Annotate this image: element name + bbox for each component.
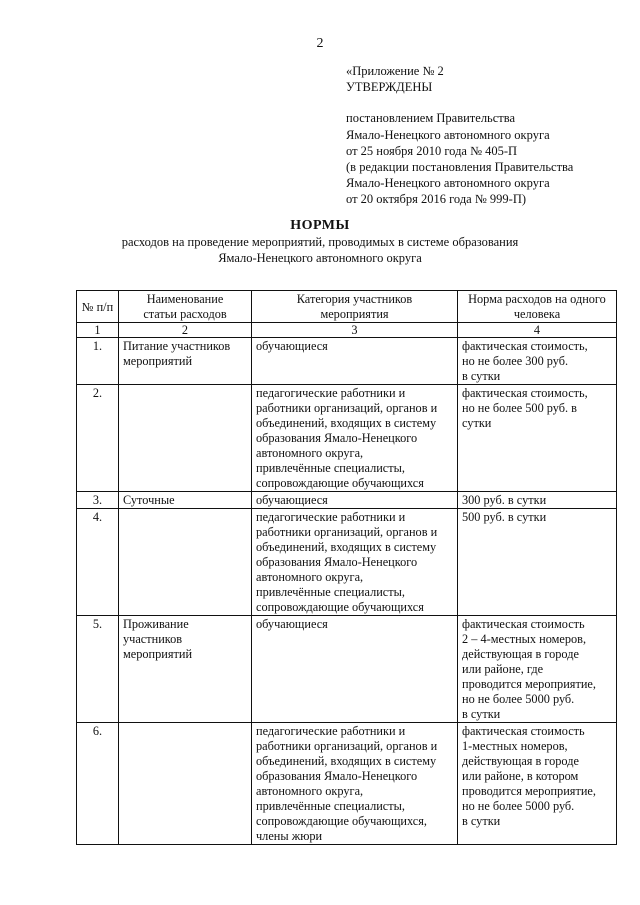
- table-row: [77, 492, 617, 509]
- row-item-line: участников: [123, 632, 183, 646]
- row-norm-line: но не более 300 руб.: [462, 354, 569, 368]
- column-number: 3: [252, 323, 458, 338]
- row-norm: [458, 492, 617, 509]
- row-norm-line: в сутки: [462, 369, 501, 383]
- row-category-line: образования Ямало-Ненецкого: [256, 431, 418, 445]
- row-norm-line: 300 руб. в сутки: [462, 493, 547, 507]
- row-number: 2.: [77, 385, 119, 492]
- column-number: 2: [119, 323, 252, 338]
- row-norm: [458, 723, 617, 845]
- table-row: [77, 723, 617, 845]
- row-category-line: объединений, входящих в систему: [256, 754, 437, 768]
- row-category-line: обучающиеся: [256, 617, 328, 631]
- row-norm: [458, 338, 617, 385]
- row-category-line: работники организаций, органов и: [256, 525, 438, 539]
- row-norm: [458, 509, 617, 616]
- row-norm-line: 2 – 4-местных номеров,: [462, 632, 587, 646]
- header-number: № п/п: [77, 291, 119, 323]
- table-row: [77, 509, 617, 616]
- row-category: [252, 492, 458, 509]
- approval-line: постановлением Правительства: [346, 111, 516, 126]
- row-norm-line: но не более 5000 руб.: [462, 692, 575, 706]
- row-number: 6.: [77, 723, 119, 845]
- row-item-line: Проживание: [123, 617, 189, 631]
- row-category-line: сопровождающие обучающихся: [256, 600, 424, 614]
- row-category: [252, 723, 458, 845]
- row-norm-line: фактическая стоимость: [462, 724, 585, 738]
- row-category-line: сопровождающие обучающихся: [256, 476, 424, 490]
- row-norm-line: действующая в городе: [462, 647, 579, 661]
- row-category-line: привлечённые специалисты,: [256, 799, 405, 813]
- norms-table-body: [77, 338, 617, 845]
- approval-block: [346, 63, 631, 208]
- table-row: [77, 338, 617, 385]
- row-item: [119, 385, 252, 492]
- row-category: [252, 616, 458, 723]
- norms-table: [76, 290, 617, 845]
- row-item-line: мероприятий: [123, 647, 193, 661]
- row-number: 4.: [77, 509, 119, 616]
- row-item: [119, 509, 252, 616]
- row-norm-line: действующая в городе: [462, 754, 579, 768]
- row-category: [252, 509, 458, 616]
- row-item-line: Питание участников: [123, 339, 231, 353]
- approval-line: Ямало-Ненецкого автономного округа: [346, 127, 550, 142]
- column-number-row: [77, 323, 617, 338]
- appendix-label: «Приложение № 2: [346, 64, 444, 78]
- header-norm: Норма расходов на одного человека: [458, 291, 617, 323]
- row-number: 5.: [77, 616, 119, 723]
- page-number: 2: [316, 36, 324, 51]
- row-norm-line: сутки: [462, 416, 492, 430]
- row-norm-line: или районе, где: [462, 662, 544, 676]
- column-number: 1: [77, 323, 119, 338]
- row-category-line: автономного округа,: [256, 446, 364, 460]
- row-category-line: обучающиеся: [256, 493, 328, 507]
- row-category-line: педагогические работники и: [256, 724, 406, 738]
- approval-line: от 25 ноября 2010 года № 405-П: [346, 143, 518, 158]
- row-norm-line: проводится мероприятие,: [462, 784, 596, 798]
- row-category-line: объединений, входящих в систему: [256, 540, 437, 554]
- document-title: НОРМЫ: [290, 218, 350, 233]
- row-item-line: мероприятий: [123, 354, 193, 368]
- row-category-line: привлечённые специалисты,: [256, 585, 405, 599]
- row-norm-line: проводится мероприятие,: [462, 677, 596, 691]
- document-subtitle-line1: расходов на проведение мероприятий, проводимых в системе образования: [121, 235, 519, 249]
- row-norm-line: или районе, в котором: [462, 769, 579, 783]
- header-item: Наименование статьи расходов: [119, 291, 252, 323]
- row-norm-line: в сутки: [462, 707, 501, 721]
- table-header-row: [77, 291, 617, 323]
- approval-line: Ямало-Ненецкого автономного округа: [346, 176, 550, 191]
- row-category-line: образования Ямало-Ненецкого: [256, 769, 418, 783]
- row-item: [119, 338, 252, 385]
- table-row: [77, 385, 617, 492]
- row-norm-line: фактическая стоимость: [462, 617, 585, 631]
- row-number: 3.: [77, 492, 119, 509]
- row-category-line: автономного округа,: [256, 570, 364, 584]
- row-item-line: Суточные: [123, 493, 175, 507]
- row-item: [119, 616, 252, 723]
- row-category-line: работники организаций, органов и: [256, 401, 438, 415]
- row-item: [119, 723, 252, 845]
- row-category-line: обучающиеся: [256, 339, 328, 353]
- approval-line: от 20 октября 2016 года № 999-П): [346, 192, 527, 207]
- row-norm-line: фактическая стоимость,: [462, 339, 588, 353]
- row-norm-line: 500 руб. в сутки: [462, 510, 547, 524]
- document-subtitle-line2: Ямало-Ненецкого автономного округа: [218, 251, 422, 265]
- row-norm-line: но не более 5000 руб.: [462, 799, 575, 813]
- approved-label: УТВЕРЖДЕНЫ: [346, 80, 433, 95]
- row-category-line: автономного округа,: [256, 784, 364, 798]
- row-category: [252, 338, 458, 385]
- row-category-line: объединений, входящих в систему: [256, 416, 437, 430]
- row-category-line: сопровождающие обучающихся,: [256, 814, 427, 828]
- row-category-line: образования Ямало-Ненецкого: [256, 555, 418, 569]
- row-item: [119, 492, 252, 509]
- row-category-line: члены жюри: [256, 829, 323, 843]
- row-norm: [458, 385, 617, 492]
- approval-line: (в редакции постановления Правительства: [346, 160, 574, 175]
- column-number: 4: [458, 323, 617, 338]
- row-norm: [458, 616, 617, 723]
- table-row: [77, 616, 617, 723]
- row-norm-line: но не более 500 руб. в: [462, 401, 577, 415]
- row-norm-line: фактическая стоимость,: [462, 386, 588, 400]
- row-norm-line: 1-местных номеров,: [462, 739, 568, 753]
- row-category-line: работники организаций, органов и: [256, 739, 438, 753]
- row-category: [252, 385, 458, 492]
- header-category: Категория участников мероприятия: [252, 291, 458, 323]
- row-category-line: привлечённые специалисты,: [256, 461, 405, 475]
- title-block: [0, 218, 640, 266]
- row-norm-line: в сутки: [462, 814, 501, 828]
- row-number: 1.: [77, 338, 119, 385]
- row-category-line: педагогические работники и: [256, 510, 406, 524]
- row-category-line: педагогические работники и: [256, 386, 406, 400]
